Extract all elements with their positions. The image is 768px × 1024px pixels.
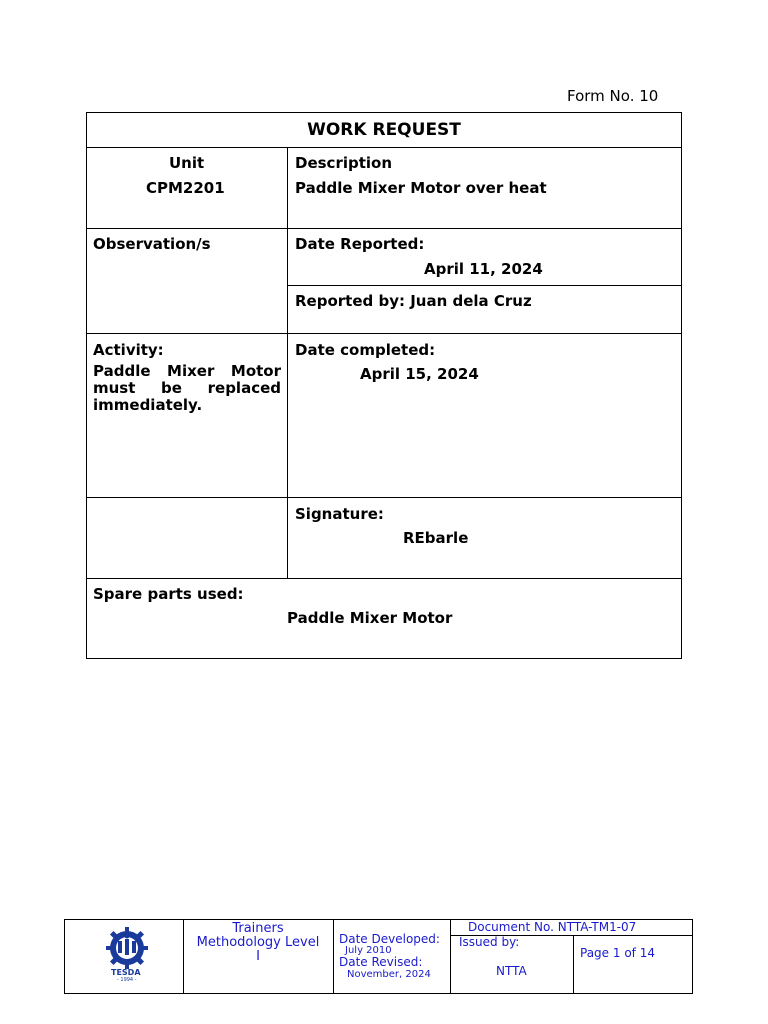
date-reported-label: Date Reported: [295, 235, 425, 253]
logo-year: - 1994 - [117, 977, 137, 983]
divider [287, 285, 681, 286]
signature-label: Signature: [295, 505, 384, 523]
form-title: WORK REQUEST [307, 120, 461, 140]
signature-value: REbarle [403, 529, 469, 547]
observation-label: Observation/s [93, 235, 211, 253]
description-label: Description [295, 154, 393, 172]
divider [87, 333, 681, 334]
divider [287, 147, 288, 578]
description-value: Paddle Mixer Motor over heat [295, 179, 547, 197]
date-completed-label: Date completed: [295, 341, 436, 359]
course-line-1: Trainers [232, 921, 284, 936]
document-number: Document No. NTTA-TM1-07 [468, 920, 637, 934]
issued-by-value: NTTA [496, 964, 527, 978]
activity-label: Activity: [93, 341, 164, 359]
divider [333, 920, 334, 993]
date-reported-value: April 11, 2024 [424, 260, 543, 278]
unit-label: Unit [169, 154, 205, 172]
divider [87, 228, 681, 229]
date-developed-label: Date Developed: [339, 932, 440, 946]
logo-text: TESDA [111, 968, 141, 977]
date-revised-label: Date Revised: [339, 955, 423, 969]
divider [450, 920, 451, 993]
divider [87, 578, 681, 579]
spare-parts-value: Paddle Mixer Motor [287, 609, 453, 627]
divider [87, 497, 681, 498]
course-line-2: Methodology Level [196, 935, 320, 950]
spare-parts-label: Spare parts used: [93, 585, 244, 603]
reported-by: Reported by: Juan dela Cruz [295, 292, 532, 310]
date-completed-value: April 15, 2024 [360, 365, 479, 383]
course-line-3: I [256, 949, 260, 964]
divider [573, 935, 574, 993]
document-footer [64, 919, 693, 994]
divider [87, 147, 681, 148]
activity-value: Paddle Mixer Motor must be replaced immediately. [93, 362, 281, 414]
work-request-form [86, 112, 682, 659]
unit-value: CPM2201 [146, 179, 225, 197]
form-number: Form No. 10 [567, 87, 659, 105]
page-number: Page 1 of 14 [580, 946, 655, 960]
date-developed: July 2010 [345, 945, 392, 956]
date-revised: November, 2024 [347, 969, 431, 980]
issued-by-label: Issued by: [459, 935, 520, 949]
